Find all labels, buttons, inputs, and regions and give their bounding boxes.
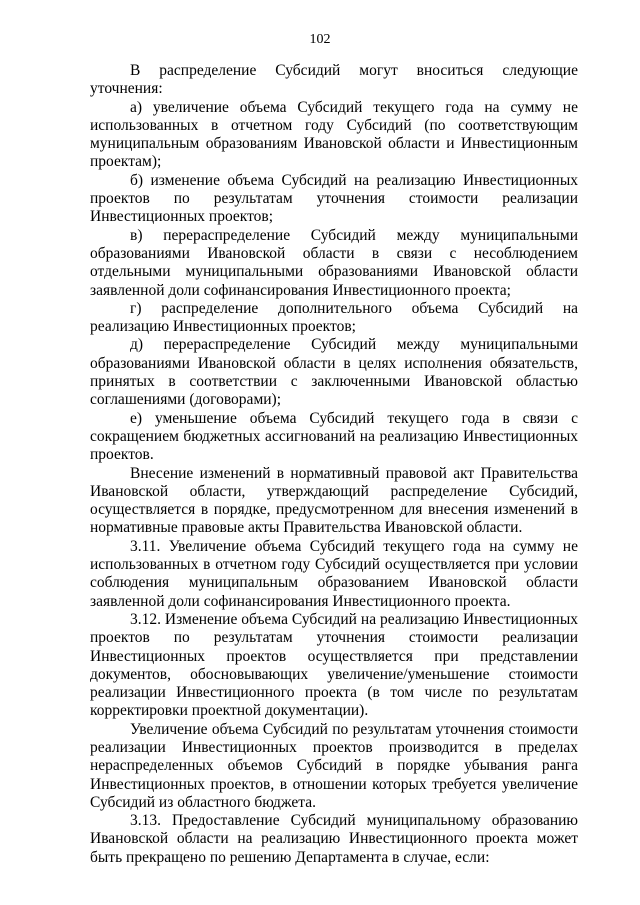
page-number: 102	[309, 32, 331, 47]
paragraph-3-11: 3.11. Увеличение объема Субсидий текущего года на сумму не использованных в отчетном году Субсидий осуществляется при условии соблюдения муниципальным образованием Ивановской области заявленной доли софинансирования Инвестиционного проекта.	[90, 537, 578, 610]
paragraph-increase: Увеличение объема Субсидий по результатам уточнения стоимости реализации Инвестиционных проектов производится в пределах нераспределенных объемов Субсидий в порядке убывания ранга Инвестиционных проектов, в отношении которых требуется увеличение Субсидий из областного бюджета.	[90, 720, 578, 811]
paragraph-intro: В распределение Субсидий могут вноситься следующие уточнения:	[90, 62, 578, 98]
paragraph-item-d: д) перераспределение Субсидий между муниципальными образованиями Ивановской области в целях исполнения обязательств, принятых в соответствии с заключенными Ивановской областью соглашениями (договорами);	[90, 336, 578, 409]
paragraph-3-12: 3.12. Изменение объема Субсидий на реализацию Инвестиционных проектов по результатам уточнения стоимости реализации Инвестиционных проектов осуществляется при представлении документов, обосновывающих увеличение/уменьшение стоимости реализации Инвестиционного проекта (в том числе по результатам корректировки проектной документации).	[90, 610, 578, 720]
paragraph-item-e: е) уменьшение объема Субсидий текущего года в связи с сокращением бюджетных ассигнований на реализацию Инвестиционных проектов.	[90, 409, 578, 464]
document-body	[90, 62, 578, 867]
paragraph-item-a: а) увеличение объема Субсидий текущего года на сумму не использованных в отчетном году Субсидий (по соответствующим муниципальным образованиям Ивановской области и Инвестиционным проектам);	[90, 98, 578, 171]
paragraph-item-g: г) распределение дополнительного объема Субсидий на реализацию Инвестиционных проектов;	[90, 299, 578, 336]
paragraph-amendments: Внесение изменений в нормативный правовой акт Правительства Ивановской области, утверждающий распределение Субсидий, осуществляется в порядке, предусмотренном для внесения изменений в нормативные правовые акты Правительства Ивановской области.	[90, 464, 578, 537]
paragraph-3-13: 3.13. Предоставление Субсидий муниципальному образованию Ивановской области на реализацию Инвестиционного проекта может быть прекращено по решению Департамента в случае, если:	[90, 812, 578, 866]
paragraph-item-v: в) перераспределение Субсидий между муниципальными образованиями Ивановской области в связи с несоблюдением отдельными муниципальными образованиями Ивановской области заявленной доли софинансирования Инвестиционного проекта;	[90, 226, 578, 299]
paragraph-item-b: б) изменение объема Субсидий на реализацию Инвестиционных проектов по результатам уточнения стоимости реализации Инвестиционных проектов;	[90, 171, 578, 226]
